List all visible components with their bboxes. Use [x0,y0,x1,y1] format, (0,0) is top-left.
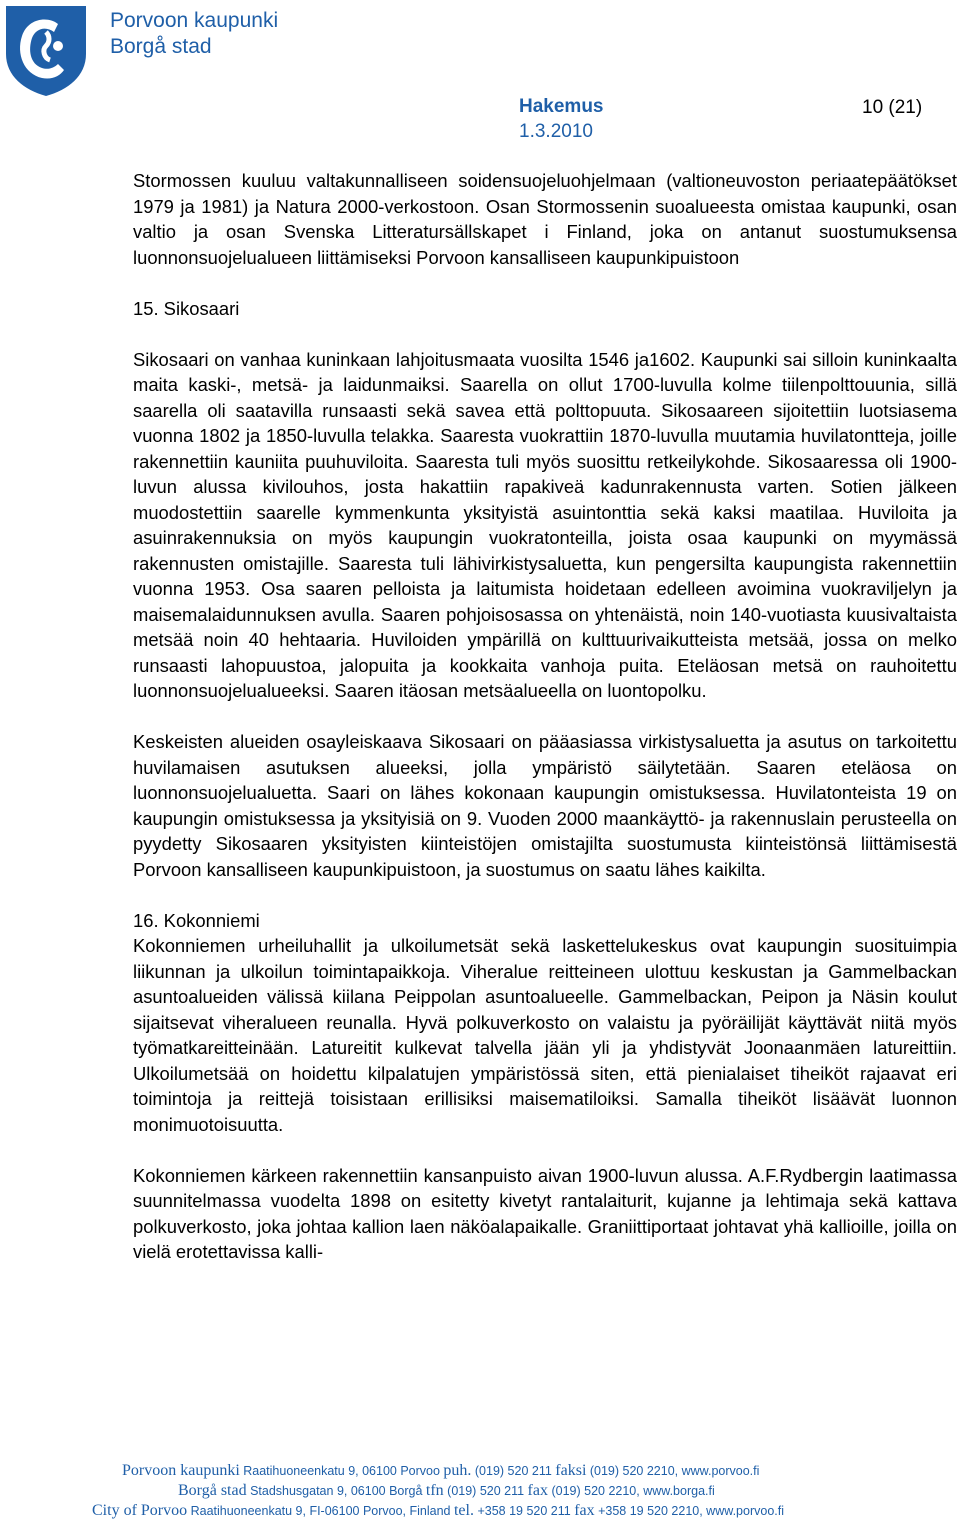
document-body [133,168,957,1265]
section-heading-sikosaari: 15. Sikosaari [133,297,240,319]
page-number: 10 (21) [862,97,923,118]
paragraph-kansanpuisto: Kokonniemen kärkeen rakennettiin kansanpuisto aivan 1900-luvun alussa. A.F.Rydbergin laatimassa suunnitelmassa vuodelta 1898 on esitetty kivetyt rantalaiturit, kujanne ja lehtimaja sekä kattava polkuverkosto, joka johtaa kallion laen näköalapaikalle. Graniittiportaat johtavat yhä kallioille, joilla on vielä erotettavissa kalli- [133,1164,957,1262]
document-date: 1.3.2010 [519,121,593,142]
document-type: Hakemus [519,96,604,117]
org-name-sv: Borgå stad [110,35,212,58]
paragraph-sikosaari-history: Sikosaari on vanhaa kuninkaan lahjoitusmaata vuosilta 1546 ja1602. Kaupunki sai silloin kuninkaalta maita kaski-, metsä- ja laidunmaiksi. Saarella on ollut 1700-luvulla kolme tiilenpolttouunia, sillä saarella oli saatavilla runsaasti sekä savea että polttopuuta. Sikosaareen sijoitettiin luotsiasema vuonna 1802 ja 1850-luvulla telakka. Saaresta vuokrattiin 1870-luvulla muutamia huvilatontteja, joille rakennettiin kauniita puuhuviloita. Saaresta tuli myös suosittu retkeilykohde. Sikosaaressa oli 1900-luvun alussa kivilouhos, josta hakattiin rapakiveä kadunrakennusta varten. Sotien jälkeen muodostettiin saarelle kymmenkunta yksityistä asuintonttia sekä kaksi maatilaa. Huviloita ja asuinrakennuksia on myös kaupungin vuokratonteilla, joista osaa kaupunki on myymässä rakennusten omistajille. Saaresta tuli lähivirkistysaluetta, kun pengersilta kaupungista rakennettiin vuonna 1953. Osa saaren pelloista ja laitumista hoidetaan edelleen avoimina vuokraviljelyn ja maisemalaidunnuksen avulla. Saaren pohjoisosassa on yhtenäistä, noin 140-vuotiasta kuusivaltaista metsää noin 40 hehtaaria. Huviloiden ympärillä on kulttuurivaikutteista metsää, jossa on melko runsaasti lahopuustoa, jalopuita ja kookkaita vanhoja puita. Eteläosan metsä on rauhoitettu luonnonsuojelualueeksi. Saaren itäosan metsäalueella on luontopolku. [133,348,957,701]
org-name-fi: Porvoon kaupunki [110,9,279,32]
paragraph-kokonniemi: Kokonniemen urheiluhallit ja ulkoilumetsät sekä laskettelukeskus ovat kaupungin suosituimpia liikunnan ja ulkoilun toimintapaikkoja. Viheralue reitteineen ulottuu keskustan ja Gammelbackan asuntoalueiden välissä kiilana Peippolan asuntoalueelle. Gammelbackan, Peipon ja Näsin koulut sijaitsevat viheralueen reunalla. Hyvä polkuverkosto on valaistu ja pyöräilijät käyttävät niitä myös työmatkareitteinään. Latureitit kulkevat talvella jään yli ja yhdistyvät Joonaanmäen latureittiin. Ulkoilumetsää on hoidettu kilpalatujen ympäristössä siten, että pienialaiset tiheiköt rajaavat eri toimintoja ja reittejä toisistaan erillisiksi maisematiloiksi. Samalla tiheiköt lisäävät luonnon monimuotoisuutta. [133,935,957,1135]
organization-name [110,8,278,60]
city-coat-of-arms-icon [2,2,90,98]
footer-line-fi: Porvoon kaupunki Raatihuoneenkatu 9, 06100 Porvoo puh. (019) 520 211 faksi (019) 520 2210, www.porvoo.fi [122,1462,760,1479]
paragraph-stormossen: Stormossen kuuluu valtakunnalliseen soidensuojeluohjelmaan (valtioneuvoston periaatepäätökset 1979 ja 1981) ja Natura 2000-verkostoon. Osan Stormossenin suoalueesta omistaa kaupunki, osan valtio ja osan Svenska Litteratursällskapet i Finland, joka on antanut suostumuksensa luonnonsuojelualueen liittämiseksi Porvoon kansalliseen kaupunkipuistoon [133,170,957,268]
section-heading-kokonniemi: 16. Kokonniemi [133,909,260,931]
footer-line-sv: Borgå stad Stadshusgatan 9, 06100 Borgå tfn (019) 520 211 fax (019) 520 2210, www.borga.fi [178,1482,715,1499]
footer-line-en: City of Porvoo Raatihuoneenkatu 9, FI-06100 Porvoo, Finland tel. +358 19 520 211 fax +358 19 520 2210, www.porvoo.fi [92,1502,784,1519]
paragraph-sikosaari-plan: Keskeisten alueiden osayleiskaava Sikosaari on pääasiassa virkistysaluetta ja asutus on tarkoitettu huvilamaisen asutuksen alueeksi, jolla ympäristö säilytetään. Saaren eteläosa on luonnonsuojelualuetta. Saari on lähes kokonaan kaupungin omistuksessa. Huvilatonteista 19 on kaupungin omistuksessa ja yksityisiä on 9. Vuoden 2000 maankäyttö- ja rakennuslain perusteella on pyydetty Sikosaaren yksityisten kiinteistöjen omistajilta suostumusta kiinteistönsä liittämisestä Porvoon kansalliseen kaupunkipuistoon, ja suostumus on saatu lähes kaikilta. [133,731,957,880]
page-footer [0,1461,960,1521]
